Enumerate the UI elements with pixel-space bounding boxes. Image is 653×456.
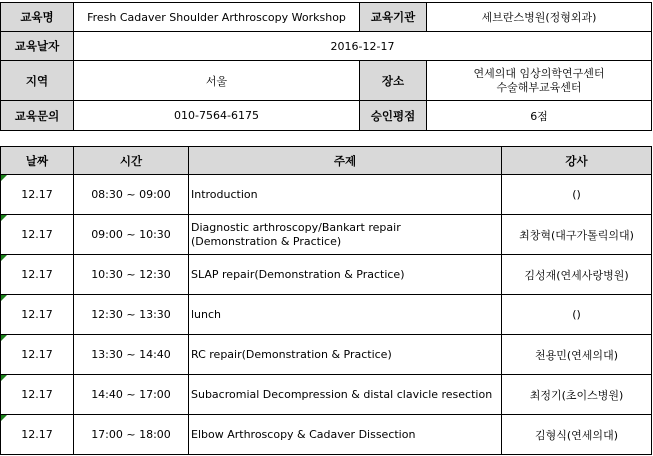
contact-label: 교육문의 <box>1 101 74 131</box>
table-row <box>1 215 652 255</box>
row-time: 09:00 ~ 10:30 <box>74 215 189 255</box>
row-lecturer: 김성재(연세사랑병원) <box>502 255 652 295</box>
place-value <box>427 61 652 101</box>
row-time: 08:30 ~ 09:00 <box>74 175 189 215</box>
comment-marker-icon <box>1 175 7 181</box>
comment-marker-icon <box>1 215 7 221</box>
row-lecturer: 김형식(연세의대) <box>502 415 652 455</box>
row-topic-line-2: (Demonstration & Practice) <box>191 234 342 248</box>
comment-marker-icon <box>1 295 7 301</box>
header-topic: 주제 <box>189 147 502 175</box>
row-topic: RC repair(Demonstration & Practice) <box>189 335 502 375</box>
header-time: 시간 <box>74 147 189 175</box>
row-time: 13:30 ~ 14:40 <box>74 335 189 375</box>
table-row <box>1 295 652 335</box>
schedule-header-row <box>1 147 652 175</box>
credit-value: 6점 <box>427 101 652 131</box>
course-date: 2016-12-17 <box>74 32 652 61</box>
org-label: 교육기관 <box>360 3 427 32</box>
row-topic: Elbow Arthroscopy & Cadaver Dissection <box>189 415 502 455</box>
row-date: 12.17 <box>1 375 74 415</box>
row-time: 10:30 ~ 12:30 <box>74 255 189 295</box>
row-date: 12.17 <box>1 215 74 255</box>
row-topic: Introduction <box>189 175 502 215</box>
info-row-region <box>1 61 652 101</box>
contact-phone: 010-7564-6175 <box>74 101 360 131</box>
row-date: 12.17 <box>1 295 74 335</box>
table-row <box>1 375 652 415</box>
header-date: 날짜 <box>1 147 74 175</box>
row-topic: lunch <box>189 295 502 335</box>
row-date: 12.17 <box>1 415 74 455</box>
row-lecturer: 천용민(연세의대) <box>502 335 652 375</box>
row-topic <box>189 215 502 255</box>
row-lecturer: () <box>502 175 652 215</box>
row-topic-line-1: Diagnostic arthroscopy/Bankart repair <box>191 220 401 234</box>
row-topic: SLAP repair(Demonstration & Practice) <box>189 255 502 295</box>
place-label: 장소 <box>360 61 427 101</box>
info-row-course <box>1 3 652 32</box>
row-topic: Subacromial Decompression & distal clavicle resection <box>189 375 502 415</box>
row-time: 14:40 ~ 17:00 <box>74 375 189 415</box>
comment-marker-icon <box>1 375 7 381</box>
row-time: 17:00 ~ 18:00 <box>74 415 189 455</box>
header-lecturer: 강사 <box>502 147 652 175</box>
org-name: 세브란스병원(정형외과) <box>427 3 652 32</box>
row-lecturer: 최창혁(대구가톨릭의대) <box>502 215 652 255</box>
table-row <box>1 335 652 375</box>
row-date: 12.17 <box>1 335 74 375</box>
row-time: 12:30 ~ 13:30 <box>74 295 189 335</box>
comment-marker-icon <box>1 255 7 261</box>
course-info-table <box>0 2 652 131</box>
info-row-contact <box>1 101 652 131</box>
table-row <box>1 415 652 455</box>
row-lecturer: () <box>502 295 652 335</box>
place-line-2: 수술해부교육센터 <box>496 80 582 94</box>
course-label: 교육명 <box>1 3 74 32</box>
schedule-table <box>0 146 652 455</box>
info-row-date <box>1 32 652 61</box>
region-value: 서울 <box>74 61 360 101</box>
comment-marker-icon <box>1 335 7 341</box>
date-label: 교육날자 <box>1 32 74 61</box>
row-date: 12.17 <box>1 175 74 215</box>
course-name: Fresh Cadaver Shoulder Arthroscopy Workshop <box>74 3 360 32</box>
row-lecturer: 최정기(초이스병원) <box>502 375 652 415</box>
comment-marker-icon <box>1 415 7 421</box>
table-row <box>1 255 652 295</box>
table-row <box>1 175 652 215</box>
place-line-1: 연세의대 임상의학연구센터 <box>473 66 605 80</box>
region-label: 지역 <box>1 61 74 101</box>
credit-label: 승인평점 <box>360 101 427 131</box>
row-date: 12.17 <box>1 255 74 295</box>
